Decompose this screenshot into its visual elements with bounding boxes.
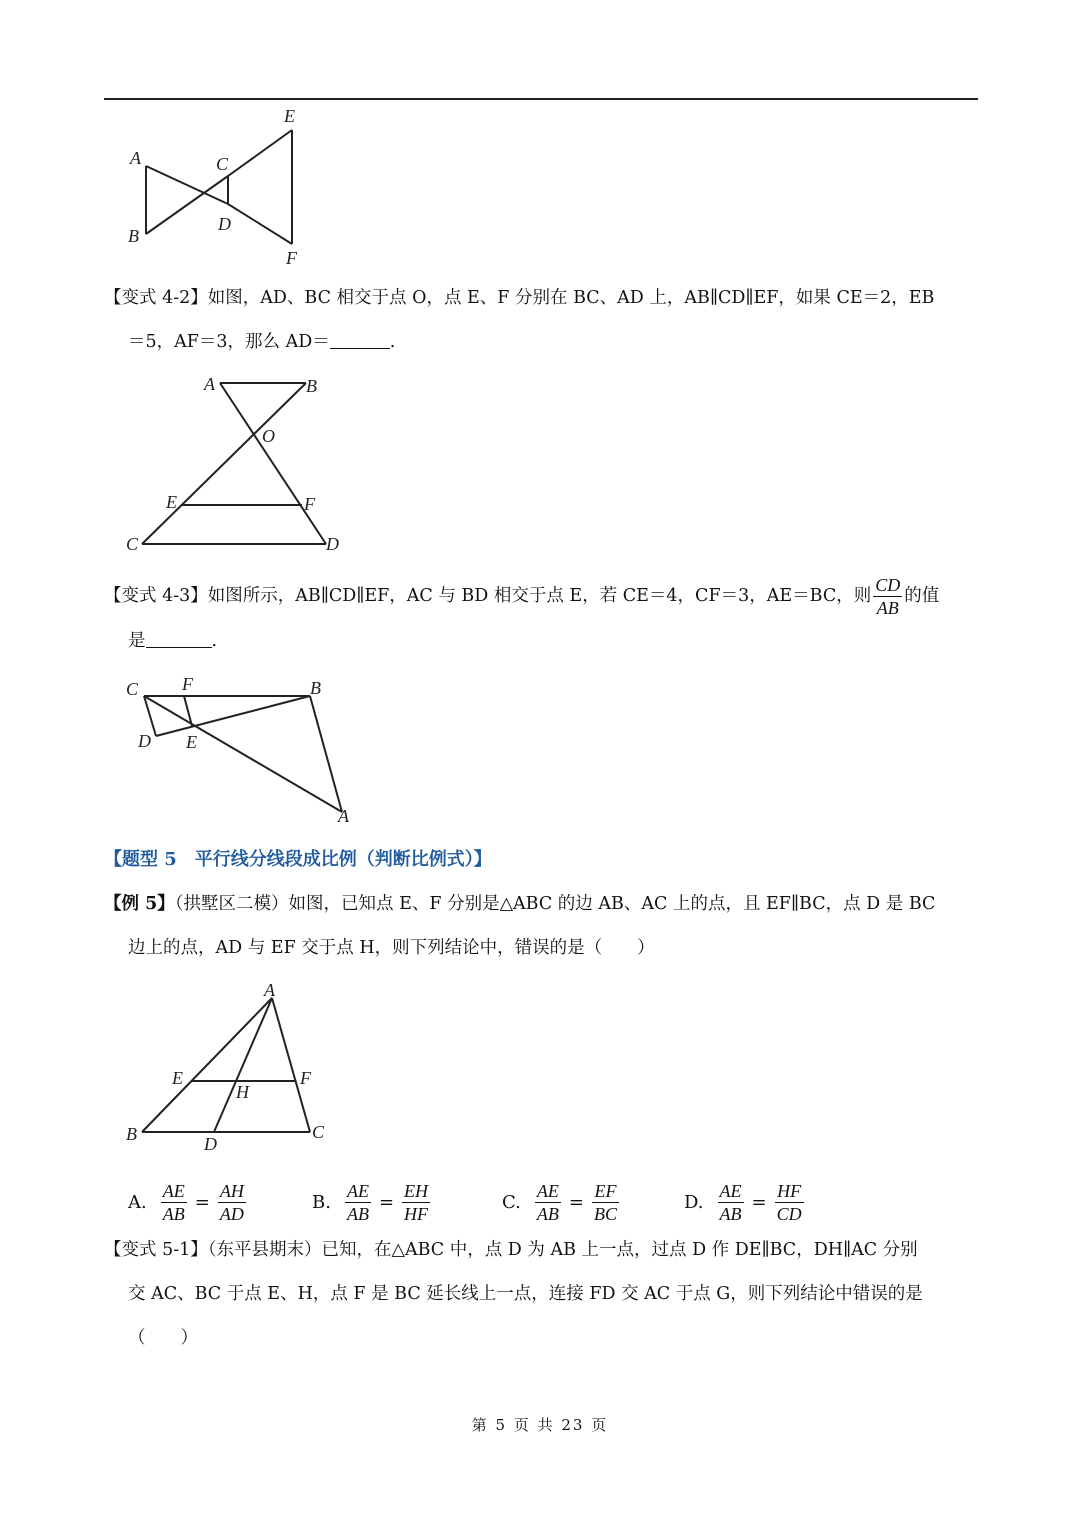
fig4-label-d: D	[204, 1134, 217, 1154]
frac-den: AB	[346, 1203, 369, 1224]
choice-label: C.	[502, 1191, 521, 1213]
frac-num: AE	[719, 1180, 742, 1201]
example-5-text	[104, 882, 978, 970]
variant-4-3-line2: 是	[128, 631, 146, 651]
fig1-label-e: E	[284, 106, 295, 126]
fig4-label-f: F	[300, 1068, 311, 1088]
frac-den: CD	[776, 1203, 802, 1224]
fig4-label-a: A	[264, 980, 275, 1000]
choice-d[interactable]	[684, 1174, 806, 1230]
frac-num: EH	[404, 1180, 429, 1201]
page-footer: 第 5 页 共 23 页	[471, 1416, 609, 1434]
fig2-label-d: D	[326, 534, 339, 554]
frac-den: BC	[593, 1203, 617, 1224]
frac-den: AB	[876, 598, 899, 618]
variant-4-3-tag: 【变式 4-3】	[104, 586, 208, 606]
frac-num: CD	[875, 575, 901, 595]
example-5-line2: 边上的点，AD 与 EF 交于点 H，则下列结论中，错误的是（ ）	[128, 938, 655, 958]
figure-hourglass	[120, 370, 360, 560]
variant-4-3-tail: 的值	[904, 586, 940, 606]
choice-label: A.	[128, 1191, 147, 1213]
figure-triangles	[120, 670, 370, 830]
choice-a[interactable]	[128, 1174, 248, 1230]
frac-num: AE	[346, 1180, 369, 1201]
fraction-cd-ab	[873, 574, 902, 619]
frac-den: AB	[162, 1203, 185, 1224]
equals-sign: =	[194, 1191, 210, 1213]
variant-4-2-tag: 【变式 4-2】	[104, 288, 208, 308]
section-heading-5	[104, 842, 492, 878]
fig1-label-d: D	[218, 214, 231, 234]
heading-title: 平行线分线段成比例（判断比例式）】	[194, 849, 492, 870]
fig1-label-c: C	[216, 154, 229, 174]
example-5-tag: 【例 5】	[104, 894, 175, 914]
fig3-label-b: B	[310, 678, 321, 698]
heading-tag: 【题型 5	[104, 849, 177, 870]
fig1-label-a: A	[130, 148, 141, 168]
choice-b[interactable]	[312, 1174, 432, 1230]
fig3-label-a: A	[338, 806, 349, 826]
variant-4-3-text	[104, 574, 978, 663]
variant-4-2-line1: 如图，AD、BC 相交于点 O，点 E、F 分别在 BC、AD 上，AB∥CD∥EF，如果 CE＝2，EB	[207, 288, 935, 308]
choice-label: D.	[684, 1191, 704, 1213]
fig1-label-b: B	[128, 226, 139, 246]
variant-4-2-line2: ＝5，AF＝3，那么 AD＝	[128, 332, 330, 352]
variant-4-3-line1: 如图所示，AB∥CD∥EF，AC 与 BD 相交于点 E，若 CE＝4，CF＝3，AE＝BC，则	[207, 586, 872, 606]
choice-label: B.	[312, 1191, 331, 1213]
fig2-label-f: F	[304, 494, 315, 514]
variant-5-1-line3: （ ）	[128, 1328, 198, 1348]
variant-5-1-text	[104, 1228, 978, 1360]
figure-triangle-abc	[120, 976, 350, 1156]
period: .	[211, 631, 218, 651]
variant-5-1-tag: 【变式 5-1】	[104, 1240, 208, 1260]
choice-c[interactable]	[502, 1174, 621, 1230]
equals-sign: =	[751, 1191, 767, 1213]
fig3-label-f: F	[182, 674, 193, 694]
answer-choices	[128, 1174, 978, 1230]
period: .	[389, 332, 396, 352]
frac-num: EF	[592, 1180, 619, 1203]
fig1-label-f: F	[286, 248, 297, 268]
variant-5-1-line2: 交 AC、BC 于点 E、H，点 F 是 BC 延长线上一点，连接 FD 交 AC 于点 G，则下列结论中错误的是	[128, 1284, 923, 1304]
example-5-line1: （拱墅区二模）如图，已知点 E、F 分别是△ABC 的边 AB、AC 上的点，且 EF∥BC，点 D 是 BC	[174, 894, 936, 914]
equals-sign: =	[378, 1191, 395, 1213]
fig3-label-d: D	[138, 731, 151, 751]
frac-num: AH	[219, 1180, 244, 1201]
fig2-label-c: C	[126, 534, 139, 554]
fig4-label-h: H	[236, 1082, 249, 1102]
fig2-label-o: O	[262, 426, 275, 446]
fig4-label-c: C	[312, 1122, 325, 1142]
answer-blank[interactable]	[146, 629, 212, 648]
variant-5-1-line1: （东平县期末）已知，在△ABC 中，点 D 为 AB 上一点，过点 D 作 DE∥BC，DH∥AC 分别	[207, 1240, 918, 1260]
fig3-label-e: E	[186, 732, 197, 752]
fig2-label-b: B	[306, 376, 317, 396]
fig4-label-b: B	[126, 1124, 137, 1144]
frac-num: AE	[162, 1180, 185, 1201]
frac-num: HF	[775, 1180, 804, 1203]
frac-den: AB	[536, 1203, 559, 1224]
fig2-label-a: A	[204, 374, 215, 394]
frac-den: AB	[719, 1203, 742, 1224]
answer-blank[interactable]	[330, 330, 390, 349]
fig3-label-c: C	[126, 679, 139, 699]
equals-sign: =	[568, 1191, 584, 1213]
figure-bowtie	[120, 100, 320, 270]
frac-num: AE	[536, 1180, 559, 1201]
frac-den: AD	[219, 1203, 244, 1224]
fig2-label-e: E	[166, 492, 177, 512]
frac-den: HF	[404, 1203, 429, 1224]
variant-4-2-text	[104, 276, 978, 364]
fig4-label-e: E	[172, 1068, 183, 1088]
